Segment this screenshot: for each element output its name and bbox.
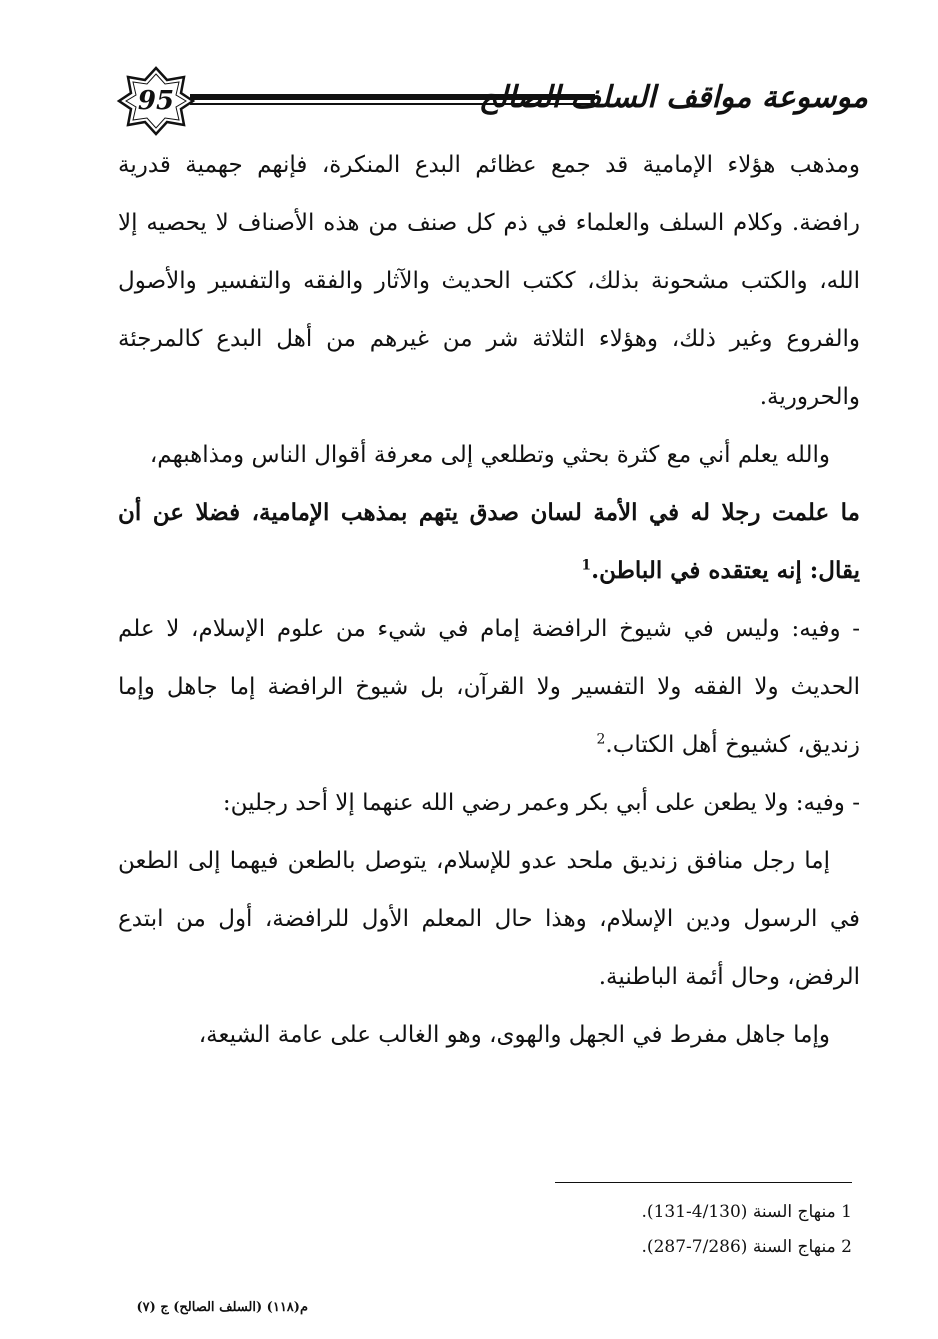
footnote-2: 2 منهاج السنة (7/286-287).	[641, 1237, 852, 1257]
paragraph-4	[118, 600, 860, 774]
footnotes	[500, 1195, 852, 1265]
footnote-ref-1: 1	[581, 557, 592, 574]
page-number-badge	[117, 66, 195, 136]
footnote-1: 1 منهاج السنة (4/130-131).	[641, 1202, 852, 1222]
page-number: 95	[137, 86, 175, 116]
paragraph-3-text: ما علمت رجلا له في الأمة لسان صدق يتهم بمذهب الإمامية، فضلا عن أن يقال: إنه يعتقده في الباطن.	[118, 499, 860, 584]
footnote-separator	[555, 1182, 852, 1183]
paragraph-6: إما رجل منافق زنديق ملحد عدو للإسلام، يتوصل بالطعن فيهما إلى الطعن في الرسول ودين الإسلام، وهذا حال المعلم الأول للرافضة، أول من ابتدع الرفض، وحال أئمة الباطنية.	[118, 848, 860, 990]
paragraph-2: والله يعلم أني مع كثرة بحثي وتطلعي إلى معرفة أقوال الناس ومذاهبهم،	[149, 442, 830, 468]
series-title: موسوعة مواقف السلف الصالح	[478, 80, 868, 115]
paragraph-4-text: - وفيه: وليس في شيوخ الرافضة إمام في شيء من علوم الإسلام، لا علم الحديث ولا الفقه ولا التفسير ولا القرآن، بل شيوخ الرافضة إما جاهل وإما زنديق، كشيوخ أهل الكتاب.	[118, 616, 860, 758]
footnote-ref-2: 2	[596, 731, 606, 748]
paragraph-7: وإما جاهل مفرط في الجهل والهوى، وهو الغالب على عامة الشيعة،	[198, 1022, 830, 1048]
print-signature: م(١١٨) (السلف الصالح) ج (٧)	[136, 1300, 308, 1315]
paragraph-5: - وفيه: ولا يطعن على أبي بكر وعمر رضي الله عنهما إلا أحد رجلين:	[222, 790, 860, 816]
body-text	[118, 136, 860, 1064]
paragraph-3-bold	[118, 484, 860, 600]
paragraph-1: ومذهب هؤلاء الإمامية قد جمع عظائم البدع المنكرة، فإنهم جهمية قدرية رافضة. وكلام السلف والعلماء في ذم كل صنف من هذه الأصناف لا يحصيه إلا الله، والكتب مشحونة بذلك، ككتب الحديث والآثار والفقه والتفسير والأصول والفروع وغير ذلك، وهؤلاء الثلاثة شر من غيرهم من أهل البدع كالمرجئة والحرورية.	[118, 152, 860, 410]
